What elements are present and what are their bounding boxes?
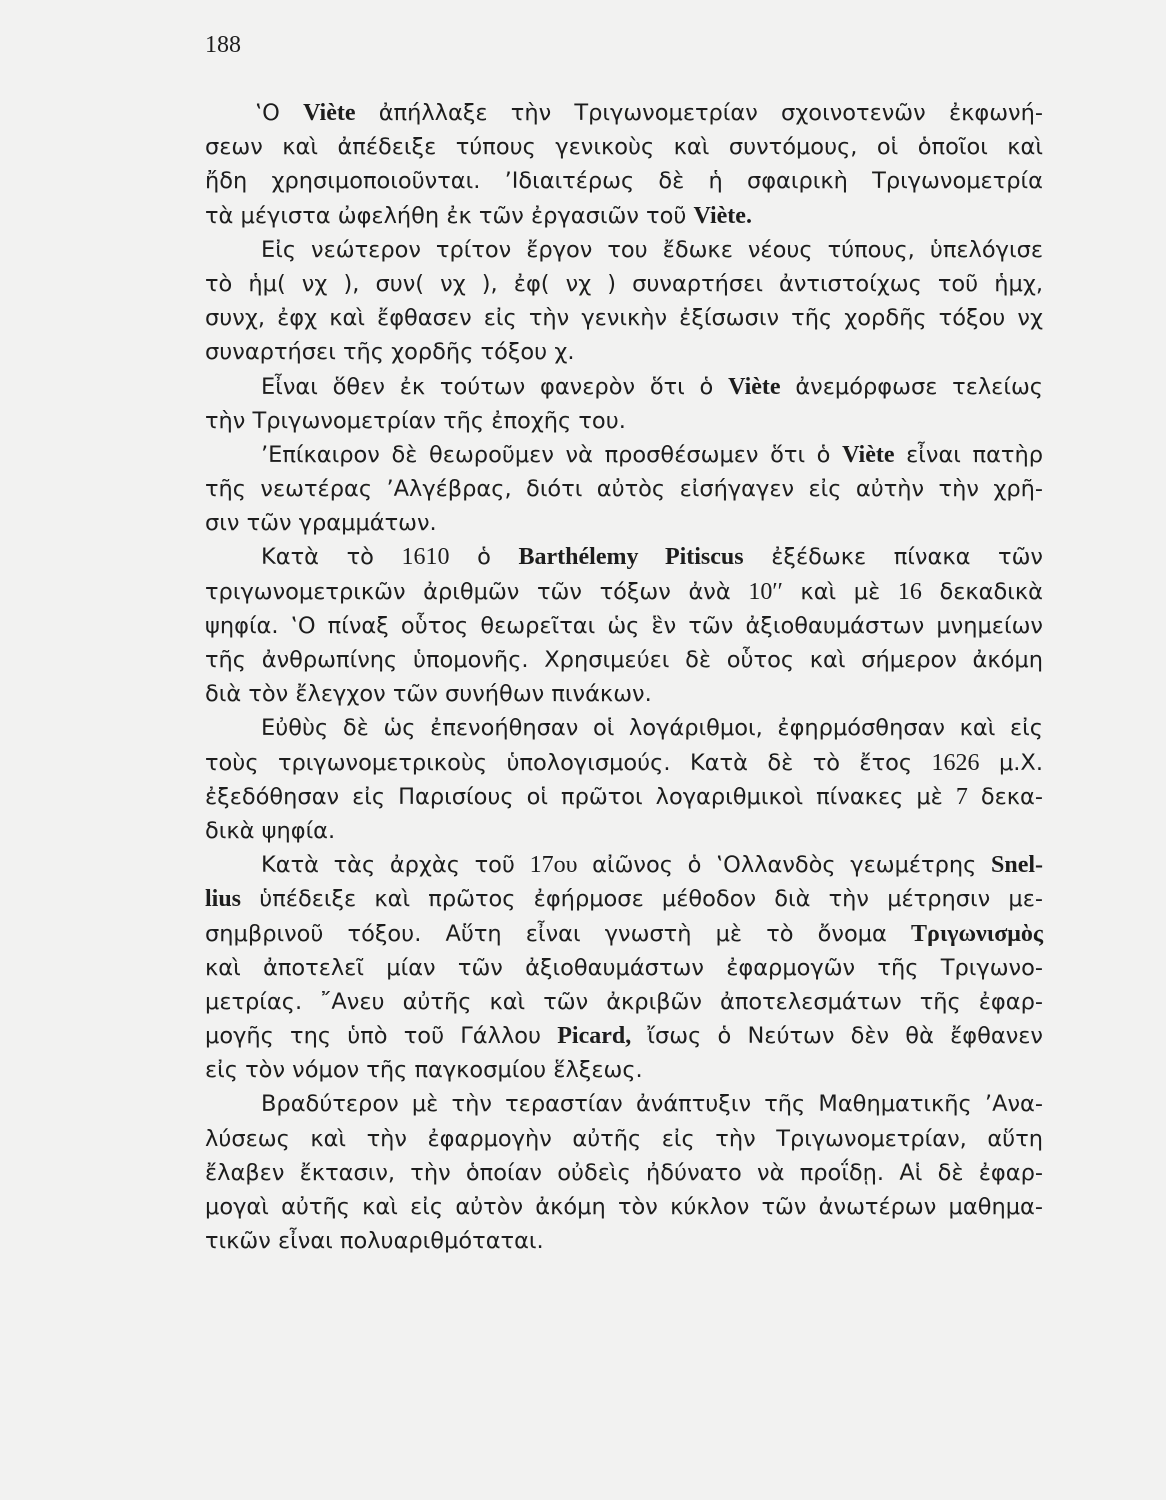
- text-line: [205, 472, 1043, 506]
- page-number: 188: [205, 32, 241, 58]
- text-run: συνχ, ἐφχ καὶ ἔφθασεν εἰς τὴν γενικὴν ἐξίσωσιν τῆς χορδῆς τόξου νχ: [205, 305, 1043, 332]
- text-line: [205, 1122, 1043, 1156]
- text-run: ‛Ο: [255, 100, 304, 126]
- text-run: ἤδη χρησιμοποιοῦνται. ’Ιδιαιτέρως δὲ ἡ σφαιρικὴ Τριγωνομετρία: [205, 168, 1043, 195]
- text-run: λύσεως καὶ τὴν ἐφαρμογὴν αὐτῆς εἰς τὴν Τριγωνομετρίαν, αὕτη: [205, 1125, 1043, 1152]
- bold-name: Τριγωνισμὸς: [910, 920, 1043, 947]
- text-line: [205, 96, 1043, 130]
- numeral: 17ου: [529, 852, 578, 879]
- text-line: [205, 575, 1043, 609]
- text-line: [205, 199, 1043, 233]
- text-run: μετρίας. ῎Ανευ αὐτῆς καὶ τῶν ἀκριβῶν ἀποτελεσμάτων τῆς ἐφαρ-: [205, 988, 1043, 1015]
- text-run: δεκαδικὰ: [921, 578, 1043, 605]
- text-line: [205, 1087, 1043, 1121]
- text-run: διὰ τὸν ἔλεγχον τῶν συνήθων πινάκων.: [205, 681, 652, 708]
- text-line: [205, 130, 1043, 164]
- text-run: καὶ ἀποτελεῖ μίαν τῶν ἀξιοθαυμάστων ἐφαρμογῶν τῆς Τριγωνο-: [205, 954, 1043, 981]
- text-line: [205, 438, 1043, 472]
- text-line: [205, 1156, 1043, 1190]
- text-line: [205, 609, 1043, 643]
- text-run: ὑπέδειξε καὶ πρῶτος ἐφήρμοσε μέθοδον διὰ τὴν μέτρησιν με-: [241, 886, 1043, 913]
- text-run: Εἶναι ὅθεν ἐκ τούτων φανερὸν ὅτι ὁ: [261, 373, 729, 400]
- bold-name: lius: [205, 886, 242, 913]
- numeral: 10′′: [748, 578, 783, 605]
- bold-name: Viète: [842, 441, 895, 468]
- text-run: τριγωνομετρικῶν ἀριθμῶν τῶν τόξων ἀνὰ: [205, 578, 749, 605]
- bold-name: Viète: [728, 373, 781, 400]
- text-run: εἶναι πατὴρ: [894, 441, 1043, 468]
- text-line: [205, 506, 1043, 540]
- text-run: ἐξέδωκε πίνακα τῶν: [743, 544, 1043, 571]
- text-run: μ.Χ.: [979, 749, 1044, 776]
- text-run: δεκα-: [967, 783, 1043, 810]
- text-run: δικὰ ψηφία.: [205, 817, 336, 844]
- text-line: [205, 746, 1043, 780]
- text-run: συναρτήσει τῆς χορδῆς τόξου χ.: [205, 339, 575, 366]
- text-line: [205, 540, 1043, 574]
- numeral: 16: [897, 578, 922, 605]
- numeral: 1610: [401, 544, 450, 571]
- text-line: [205, 1019, 1043, 1053]
- text-run: καὶ μὲ: [782, 578, 898, 605]
- text-run: μογῆς της ὑπὸ τοῦ Γάλλου: [205, 1023, 558, 1050]
- text-line: [205, 814, 1043, 848]
- text-run: Κατὰ τὸ: [261, 544, 402, 571]
- text-run: ἔλαβεν ἔκτασιν, τὴν ὁποίαν οὐδεὶς ἠδύνατο νὰ προΐδῃ. Αἱ δὲ ἐφαρ-: [205, 1159, 1043, 1186]
- body-text: [205, 96, 1043, 1258]
- text-line: [205, 951, 1043, 985]
- text-line: [205, 917, 1043, 951]
- text-line: [205, 335, 1043, 369]
- text-run: ’Επίκαιρον δὲ θεωροῦμεν νὰ προσθέσωμεν ὅτι ὁ: [261, 441, 843, 468]
- text-run: μογαὶ αὐτῆς καὶ εἰς αὐτὸν ἀκόμη τὸν κύκλον τῶν ἀνωτέρων μαθημα-: [205, 1194, 1043, 1220]
- text-run: τῆς ἀνθρωπίνης ὑπομονῆς. Χρησιμεύει δὲ οὗτος καὶ σήμερον ἀκόμη: [205, 647, 1043, 673]
- text-line: [205, 643, 1043, 677]
- text-run: ψηφία. ‛Ο πίναξ οὗτος θεωρεῖται ὡς ἓν τῶν ἀξιοθαυμάστων μνημείων: [205, 612, 1043, 639]
- text-run: ἀπήλλαξε τὴν Τριγωνομετρίαν σχοινοτενῶν ἐκφωνή-: [355, 100, 1043, 126]
- text-run: τοὺς τριγωνομετρικοὺς ὑπολογισμούς. Κατὰ δὲ τὸ ἔτος: [205, 749, 932, 776]
- text-run: σεων καὶ ἀπέδειξε τύπους γενικοὺς καὶ συντόμους, οἱ ὁποῖοι καὶ: [205, 134, 1043, 161]
- text-line: [205, 370, 1043, 404]
- text-run: ἀνεμόρφωσε τελείως: [780, 373, 1044, 400]
- text-run: τὰ μέγιστα ὠφελήθη ἐκ τῶν ἐργασιῶν τοῦ: [205, 202, 694, 229]
- text-run: τῆς νεωτέρας ’Αλγέβρας, διότι αὐτὸς εἰσήγαγεν εἰς αὐτὴν τὴν χρῆ-: [205, 476, 1043, 503]
- text-run: τὸ ἡμ( νχ ), συν( νχ ), ἐφ( νχ ) συναρτήσει ἀντιστοίχως τοῦ ἡμχ,: [205, 270, 1043, 297]
- text-run: ἴσως ὁ Νεύτων δὲν θὰ ἔφθανεν: [631, 1023, 1043, 1050]
- text-line: [205, 711, 1043, 745]
- text-line: [205, 301, 1043, 335]
- numeral: 7: [955, 783, 968, 810]
- text-run: σημβρινοῦ τόξου. Αὕτη εἶναι γνωστὴ μὲ τὸ ὄνομα: [205, 920, 911, 947]
- text-run: Βραδύτερον μὲ τὴν τεραστίαν ἀνάπτυξιν τῆς Μαθηματικῆς ’Ανα-: [261, 1091, 1043, 1118]
- numeral: 1626: [931, 749, 980, 776]
- text-run: εἰς τὸν νόμον τῆς παγκοσμίου ἕλξεως.: [205, 1057, 643, 1084]
- bold-name: Barthélemy Pitiscus: [518, 544, 744, 571]
- text-line: [205, 404, 1043, 438]
- bold-name: Viète.: [693, 202, 752, 229]
- text-line: [205, 677, 1043, 711]
- text-line: [205, 848, 1043, 882]
- text-run: ἐξεδόθησαν εἰς Παρισίους οἱ πρῶτοι λογαριθμικοὶ πίνακες μὲ: [205, 783, 956, 810]
- text-run: αἰῶνος ὁ ‛Ολλανδὸς γεωμέτρης: [577, 852, 991, 879]
- text-run: ὁ: [449, 544, 519, 571]
- text-line: [205, 1053, 1043, 1087]
- bold-name: Snel-: [991, 852, 1044, 879]
- text-line: [205, 1190, 1043, 1224]
- text-run: Εὐθὺς δὲ ὡς ἐπενοήθησαν οἱ λογάριθμοι, ἐφηρμόσθησαν καὶ εἰς: [261, 715, 1043, 742]
- text-run: Εἰς νεώτερον τρίτον ἔργον του ἔδωκε νέους τύπους, ὑπελόγισε: [261, 236, 1043, 263]
- text-line: [205, 1224, 1043, 1258]
- bold-name: Picard,: [557, 1023, 632, 1050]
- text-run: τὴν Τριγωνομετρίαν τῆς ἐποχῆς του.: [205, 407, 626, 434]
- text-line: [205, 164, 1043, 198]
- text-run: Κατὰ τὰς ἀρχὰς τοῦ: [261, 852, 530, 879]
- bold-name: Viète: [303, 100, 356, 126]
- text-line: [205, 780, 1043, 814]
- text-run: τικῶν εἶναι πολυαριθμόταται.: [205, 1228, 544, 1255]
- text-line: [205, 985, 1043, 1019]
- text-run: σιν τῶν γραμμάτων.: [205, 510, 437, 537]
- text-line: [205, 882, 1043, 916]
- text-line: [205, 267, 1043, 301]
- text-line: [205, 233, 1043, 267]
